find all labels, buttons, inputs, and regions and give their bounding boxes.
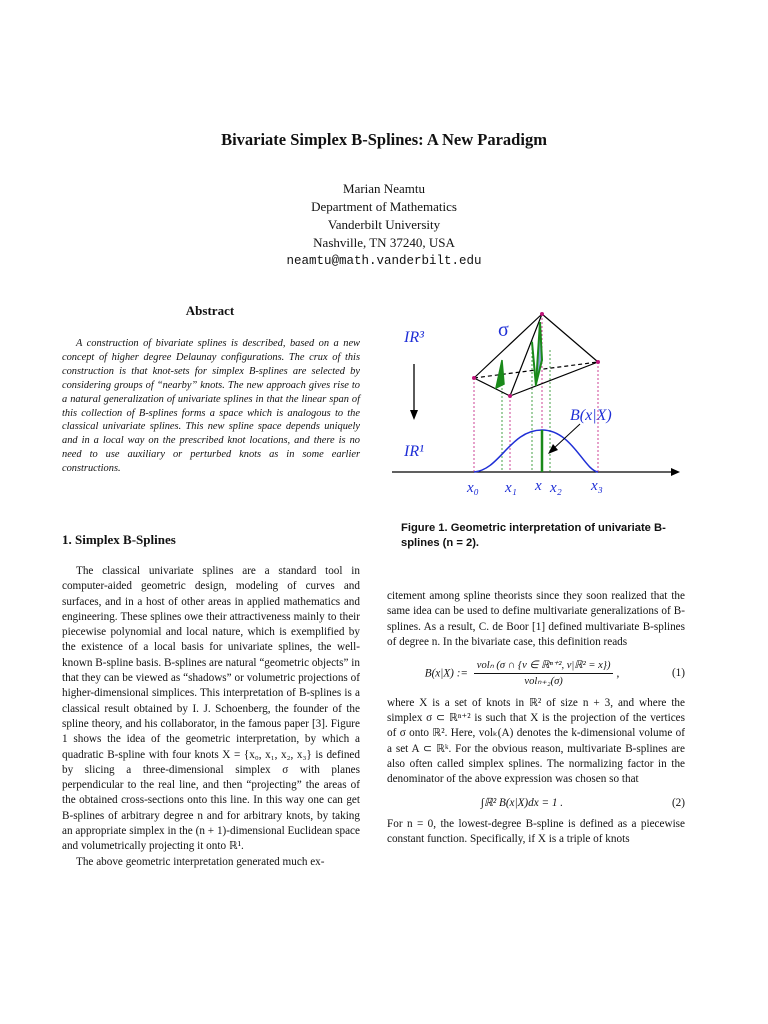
equation-body: ∫ℝ² B(x|X)dx = 1 . (480, 796, 564, 809)
right-column (387, 589, 685, 847)
axis-arrow (671, 468, 680, 476)
paragraph: The above geometric interpretation generated much ex- (76, 855, 325, 868)
knot-label: x (535, 478, 542, 494)
knot-label: x₃ (591, 478, 603, 494)
equation-lhs: B(x|X) := (424, 667, 468, 680)
equation-number: (2) (671, 796, 685, 809)
author-address: Nashville, TN 37240, USA (313, 235, 455, 250)
left-column (62, 564, 360, 870)
abstract-text: A construction of bivariate splines is described, based on a new concept of higher degree Delaunay configurations. The crux of this construction is that knot-sets for simplex B-splines are selected by considering groups of “nearby” knots. The new approach gives rise to a natural generalization of univariate splines in that the linear span of this collection of B-splines forms a space which is analogous to the classical univariate splines. This new spline space depends uniquely and in a local way on the prescribed knot locations, and there is no need to use auxiliary or perturbed knots as in some earlier constructions. (62, 338, 360, 475)
paper-title: Bivariate Simplex B-Splines: A New Paradigm (221, 130, 547, 149)
equation-2 (387, 796, 685, 811)
cross-section (496, 360, 504, 388)
paragraph: where X is a set of knots in ℝ² of size n + 3, and where the simplex σ ⊂ ℝⁿ⁺² is such that X is the projection of the vertices of σ onto ℝ². Here, volₖ(A) denotes the k-dimensional volume of a set A ⊂ ℝᵏ. For the obvious reason, multivariate B-splines are also often called simplex splines. The normalizing factor in the denominator of the above expression was chosen so that (387, 696, 685, 786)
cross-section (536, 322, 542, 384)
figure-1 (392, 300, 688, 510)
author-univ: Vanderbilt University (327, 217, 441, 232)
knot-label: x₁ (505, 480, 517, 496)
paragraph: For n = 0, the lowest-degree B-spline is defined as a piecewise constant function. Specifically, if X is a triple of knots (387, 817, 685, 846)
figure-caption: Figure 1. Geometric interpretation of univariate B-splines (n = 2). (401, 522, 666, 549)
equation-1: B(x|X) := $\frac{\text{volₙ (σ ∩ \{v ∈ ℝⁿ⁺², v|ℝ² = x\})}}{\text{volₙ₊₂(σ)}}$ , (1) (387, 658, 685, 690)
equation-fraction (474, 658, 614, 690)
author-name: Marian Neamtu (343, 181, 425, 196)
projection-lines (474, 314, 598, 472)
author-dept: Department of Mathematics (311, 199, 457, 214)
section-heading: 1. Simplex B-Splines (62, 532, 176, 547)
bspline-curve (474, 430, 598, 472)
author-email[interactable]: neamtu@math.vanderbilt.edu (286, 254, 482, 268)
equation-number: (1) (671, 667, 685, 680)
projection-arrowhead (410, 410, 418, 420)
pointer-arrow (552, 424, 580, 450)
abstract-heading: Abstract (185, 303, 235, 318)
author-block (0, 180, 768, 270)
label-r1: IR¹ (404, 443, 424, 460)
equation-denominator: volₙ₊₂(σ) (524, 676, 563, 688)
knot-label: x₀ (467, 480, 479, 496)
paragraph: citement among spline theorists since they soon realized that the same idea can be used to define multivariate generalizations of B-splines. As a result, C. de Boor [1] defined multivariate B-splines of degree n. In the bivariate case, this definition reads (387, 590, 685, 648)
equation-numerator: volₙ (σ ∩ {v ∈ ℝⁿ⁺², v|ℝ² = x}) (474, 658, 614, 674)
label-bspline: B(x|X) (570, 407, 612, 424)
paragraph: The classical univariate splines are a standard tool in computer-aided geometric design, modeling of curves and surfaces, and in a host of other areas in applied mathematics and engineering. These splines owe their attractiveness mainly to their piecewise polynomial and local nature, which is exemplified by the existence of a local basis for univariate splines, the well-known B-spline basis. B-splines are natural “geometric objects” in that they can be viewed as “shadows” or volumetric projections of higher-dimensional simplices. This interpretation of B-splines is a classical result obtained by I. J. Schoenberg, the founder of the spline theory, and his collaborator, in the famous paper [3]. Figure 1 shows the idea of the geometric interpretation, by which a quadratic B-spline with four knots X = {x₀, x₁, x₂, x₃} is defined by slicing a three-dimensional simplex σ with planes perpendicular to the real line, and then “projecting” the areas of the obtained cross-sections onto this line. In this way one can get B-splines of arbitrary degree n and for arbitrary knots, by taking an appropriate simplex in the (n + 1)-dimensional Euclidean space and volumetrically projecting it onto ℝ¹. (62, 565, 360, 853)
label-sigma: σ (498, 319, 509, 341)
label-r3: IR³ (404, 329, 424, 346)
abstract-body (62, 337, 360, 476)
cross-section-edge (532, 342, 536, 386)
knot-label: x₂ (550, 480, 562, 496)
